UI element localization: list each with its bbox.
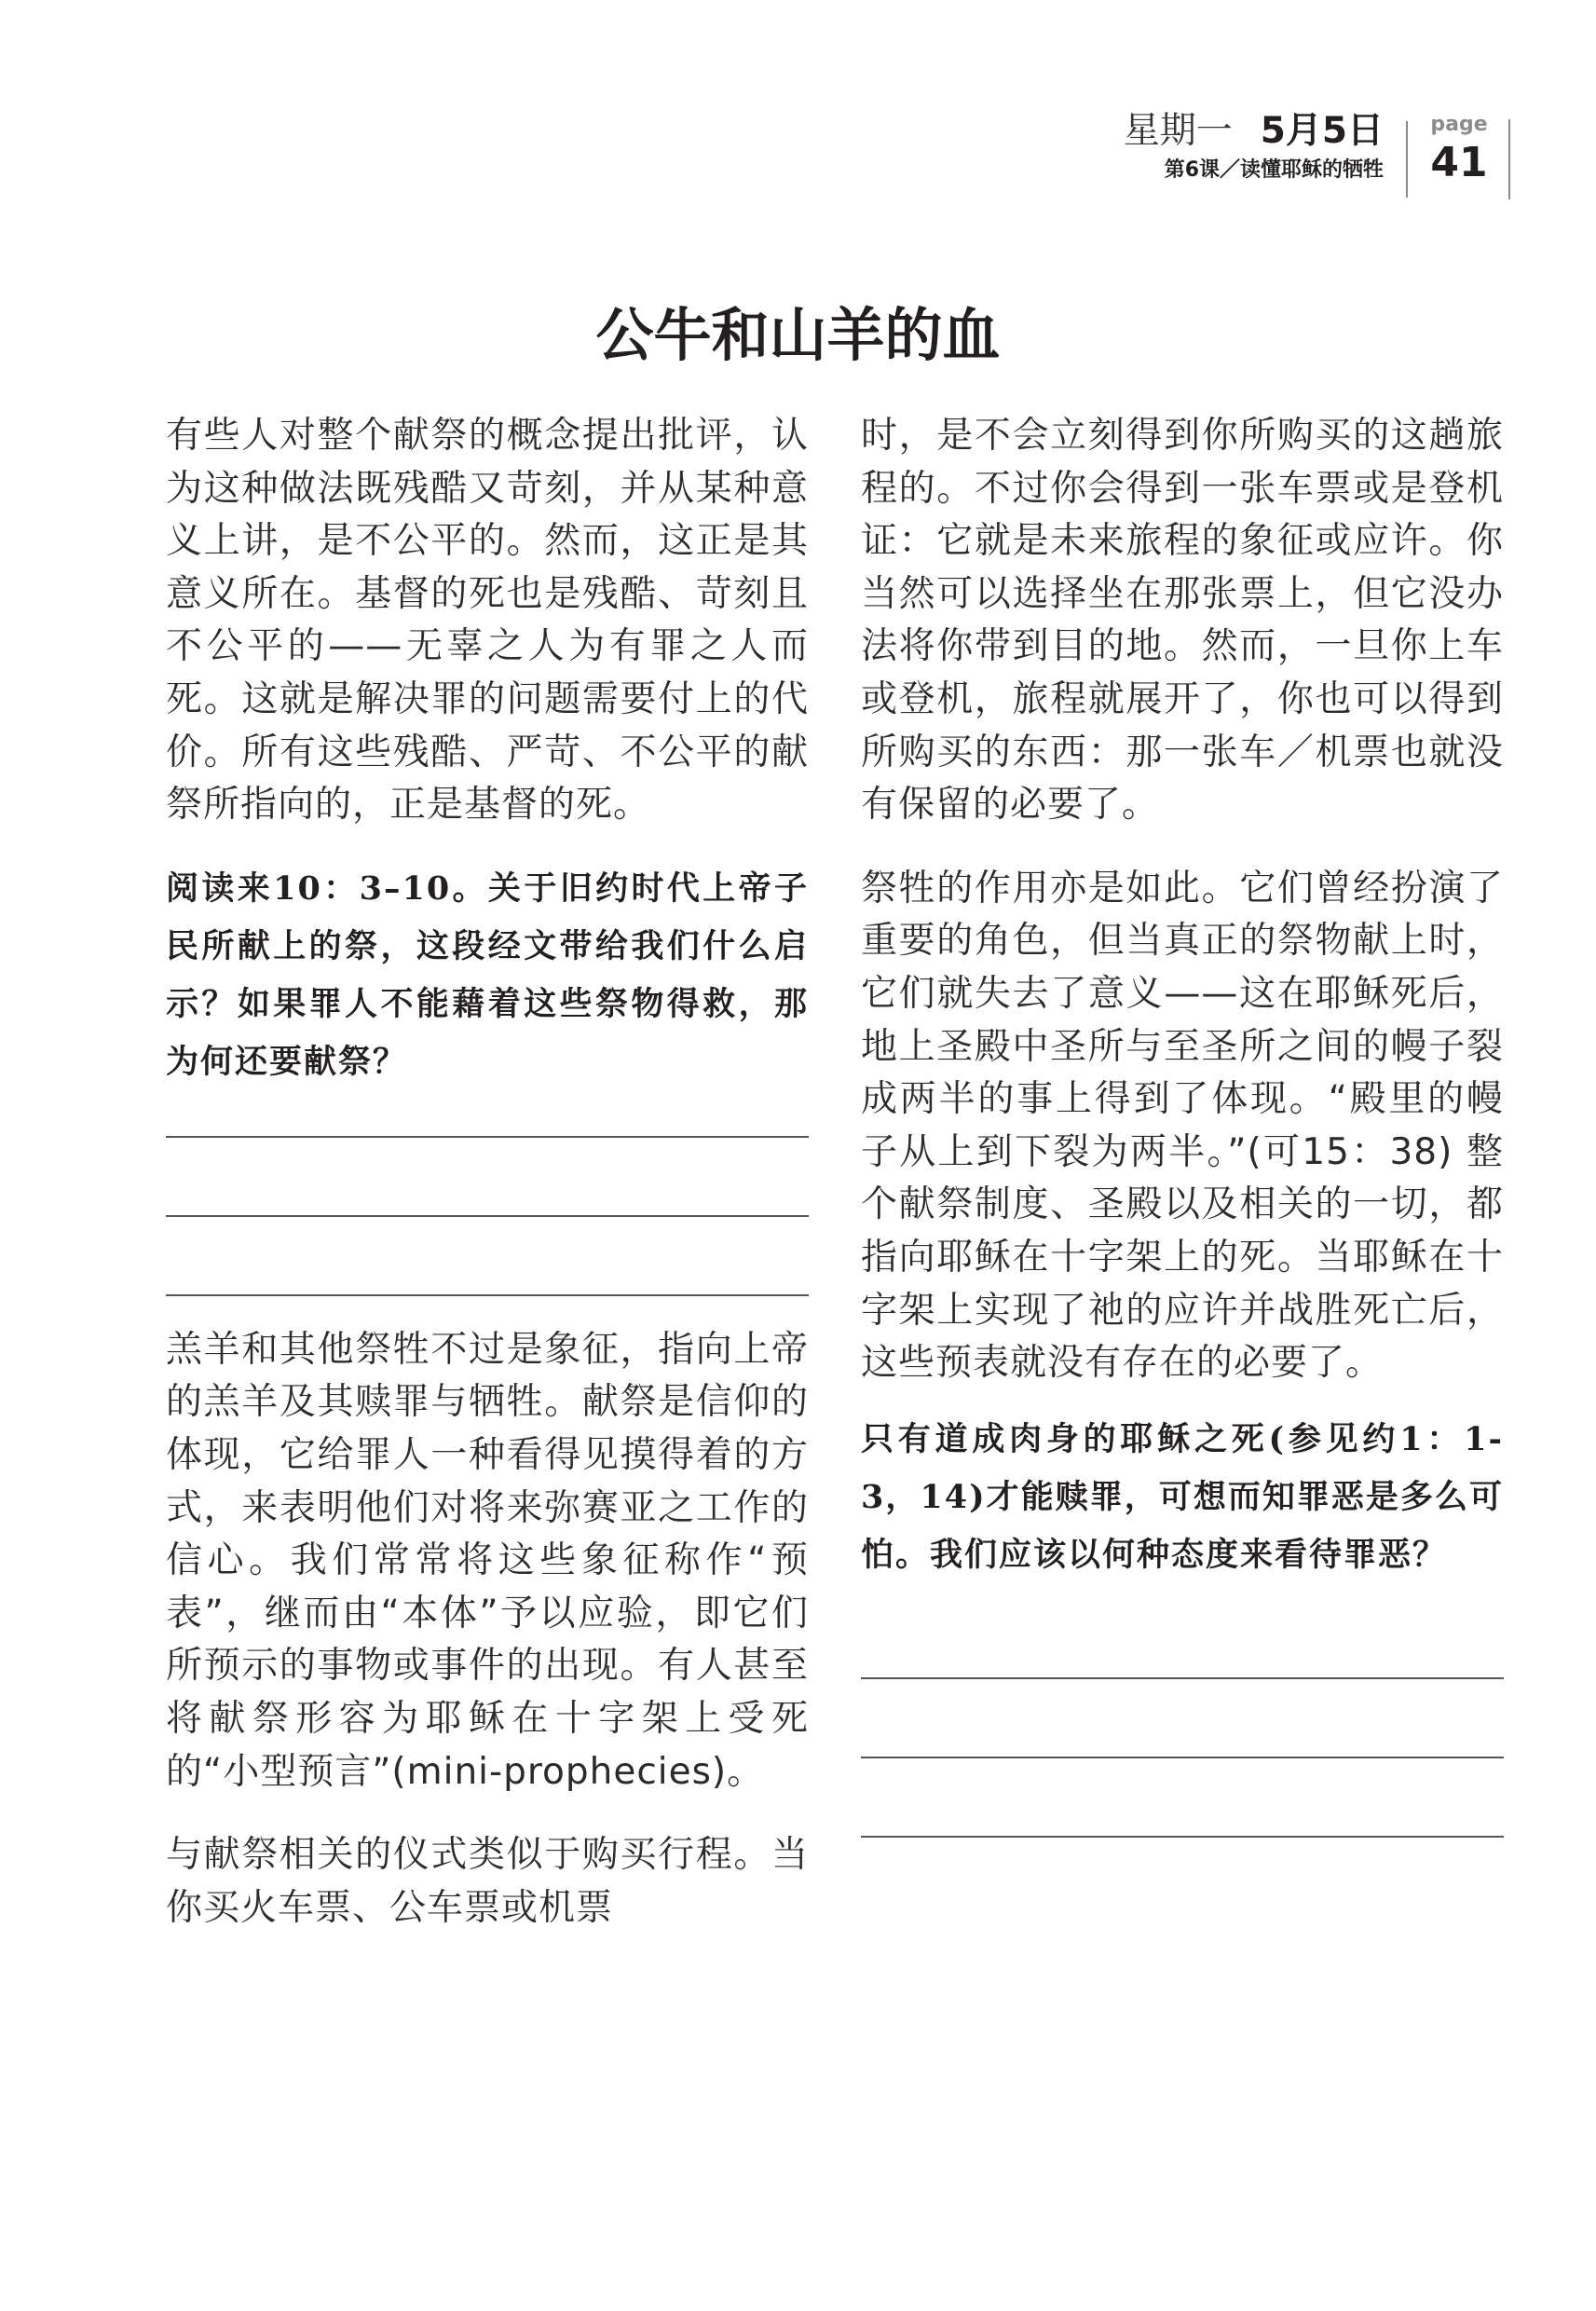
answer-line[interactable] <box>166 1136 809 1138</box>
date: 5月5日 <box>1260 110 1384 152</box>
header-date-block <box>1124 110 1406 185</box>
page-label: page <box>1430 113 1488 136</box>
answer-line[interactable] <box>861 1757 1504 1758</box>
right-column <box>861 410 1504 1838</box>
answer-lines-2 <box>861 1677 1504 1838</box>
answer-line[interactable] <box>861 1677 1504 1679</box>
day-line <box>1124 110 1384 153</box>
page-header <box>1124 110 1510 203</box>
answer-lines-1 <box>166 1136 809 1296</box>
study-question-2: 只有道成肉身的耶稣之死(参见约1：1-3，14)才能赎罪，可想而知罪恶是多么可怕。我们应该以何种态度来看待罪恶？ <box>861 1419 1504 1574</box>
right-paragraph-2: 祭牲的作用亦是如此。它们曾经扮演了重要的角色，但当真正的祭物献上时，它们就失去了意义——这在耶稣死后，地上圣殿中圣所与至圣所之间的幔子裂成两半的事上得到了体现。“殿里的幔子从上到下裂为两半。”(可15：38) 整个献祭制度、圣殿以及相关的一切，都指向耶稣在十字架上的死。当耶稣在十字架上实现了祂的应许并战胜死亡后，这些预表就没有存在的必要了。 <box>861 867 1504 1385</box>
left-paragraph-1: 有些人对整个献祭的概念提出批评，认为这种做法既残酷又苛刻，并从某种意义上讲，是不公平的。然而，这正是其意义所在。基督的死也是残酷、苛刻且不公平的——无辜之人为有罪之人而死。这就是解决罪的问题需要付上的代价。所有这些残酷、严苛、不公平的献祭所指向的，正是基督的死。 <box>166 415 809 827</box>
left-paragraph-3: 与献祭相关的仪式类似于购买行程。当你买火车票、公车票或机票 <box>166 1834 809 1929</box>
lesson-title: 第6课／读懂耶稣的牺牲 <box>1164 158 1384 182</box>
answer-line[interactable] <box>166 1294 809 1296</box>
study-question-1: 阅读来10：3–10。关于旧约时代上帝子民所献上的祭，这段经文带给我们什么启示？如果罪人不能藉着这些祭物得救，那为何还要献祭？ <box>166 868 809 1081</box>
right-paragraph-1: 时，是不会立刻得到你所购买的这趟旅程的。不过你会得到一张车票或是登机证：它就是未来旅程的象征或应许。你当然可以选择坐在那张票上，但它没办法将你带到目的地。然而，一旦你上车或登机，旅程就展开了，你也可以得到所购买的东西：那一张车／机票也就没有保留的必要了。 <box>861 415 1504 827</box>
page-title: 公牛和山羊的血 <box>595 301 1001 369</box>
answer-line[interactable] <box>166 1215 809 1217</box>
header-right-rule <box>1508 119 1510 199</box>
weekday: 星期一 <box>1123 110 1233 152</box>
answer-line[interactable] <box>861 1836 1504 1838</box>
left-column <box>166 410 809 1935</box>
page-number-block <box>1408 110 1510 186</box>
left-paragraph-2: 羔羊和其他祭牲不过是象征，指向上帝的羔羊及其赎罪与牺牲。献祭是信仰的体现，它给罪人一种看得见摸得着的方式，来表明他们对将来弥赛亚之工作的信心。我们常常将这些象征称作“预表”，继而由“本体”予以应验，即它们所预示的事物或事件的出现。有人甚至将献祭形容为耶稣在十字架上受死的“小型预言”(mini-prophecies)。 <box>166 1328 809 1793</box>
page-number: 41 <box>1430 139 1488 186</box>
